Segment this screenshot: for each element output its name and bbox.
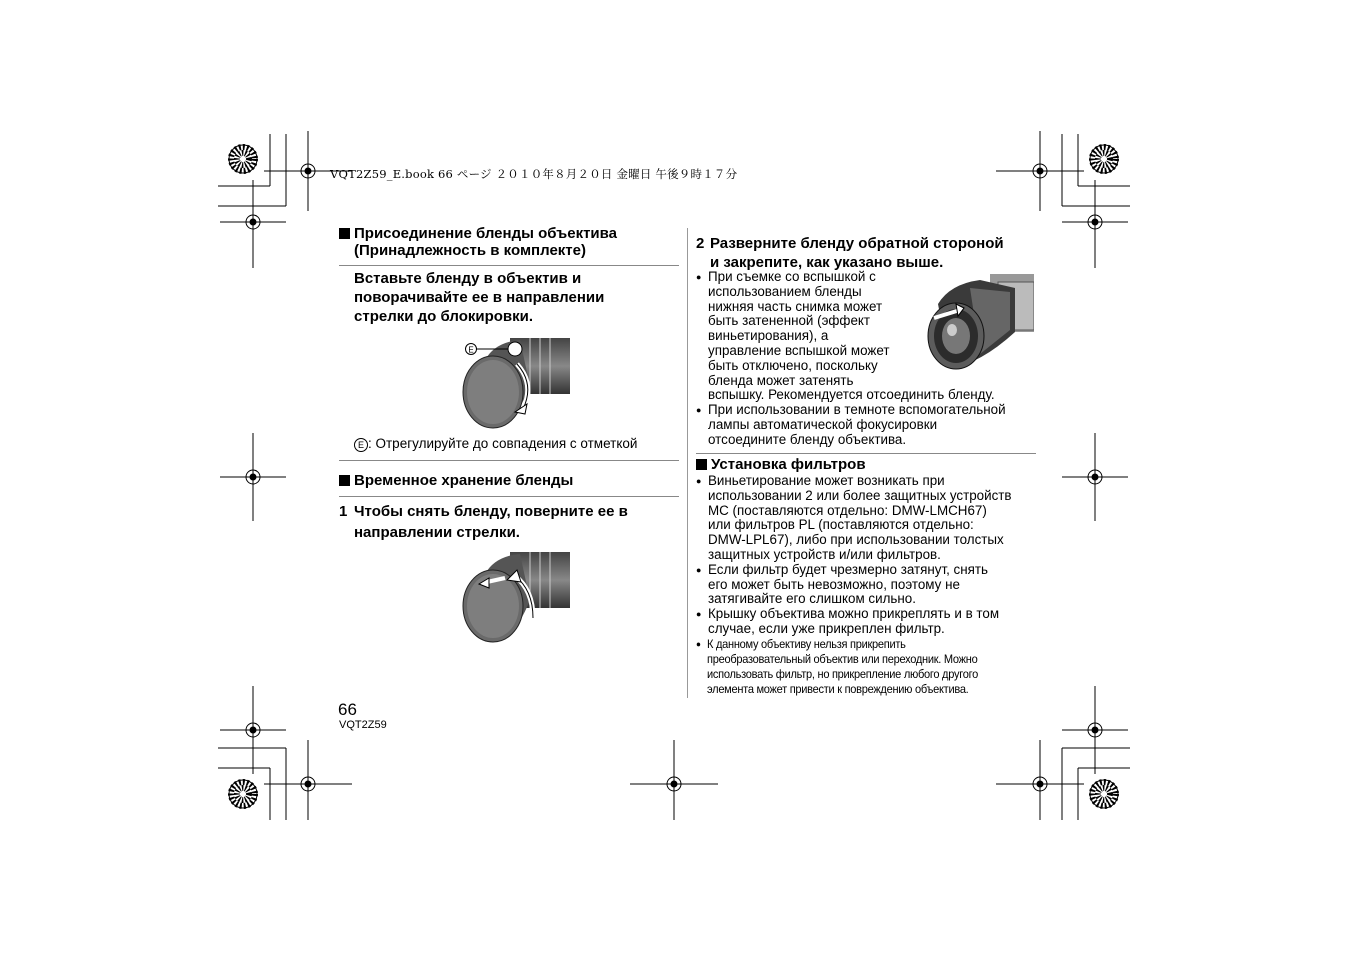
divider — [696, 453, 1036, 454]
text-line: использовании 2 или более защитных устройств — [708, 487, 1012, 503]
text-line: его может быть невозможно, поэтому не — [708, 576, 960, 592]
hood-attach-illustration — [455, 334, 575, 434]
text-line: виньетирования), а — [708, 328, 829, 344]
section-title-text: Временное хранение бленды — [354, 472, 574, 489]
filter-small-note — [696, 637, 1023, 697]
section-title-text: Установка фильтров — [711, 456, 866, 473]
step1-line1: Чтобы снять бленду, поверните ее в — [354, 503, 628, 520]
text-line: ● При съемке со вспышкой с — [708, 269, 876, 284]
instruction-line1: Вставьте бленду в объектив и — [354, 270, 582, 287]
marker-e-icon: E — [354, 438, 368, 452]
text-line: преобразовательный объектив или переходник. Можно — [707, 652, 978, 666]
section-title-hood-storage — [339, 472, 573, 489]
section-title-line2: (Принадлежность в комплекте) — [354, 242, 586, 259]
flash-note — [696, 270, 921, 388]
step1-number: 1 — [339, 503, 348, 520]
reversed-hood-illustration — [920, 274, 1034, 372]
text-line: ● Крышку объектива можно прикреплять и в том — [708, 606, 1000, 622]
text-line: отсоедините бленду объектива. — [708, 431, 907, 447]
text-line: использованием бленды — [708, 283, 862, 299]
text-line: ● Виньетирование может возникать при — [708, 473, 945, 488]
step2-line2: и закрепите, как указано выше. — [710, 254, 944, 271]
step2-line1: Разверните бленду обратной стороной — [710, 235, 1004, 252]
bullet-item — [696, 563, 1041, 607]
text-line: быть затененной (эффект — [708, 313, 871, 329]
text-line: DMW-LPL67), либо при использовании толстых — [708, 532, 1004, 548]
text-line: ● К данному объективу нельзя прикрепить — [707, 637, 906, 651]
bullet-item — [696, 403, 1041, 447]
filter-notes — [696, 474, 1041, 637]
marker-e-label: E — [468, 345, 474, 355]
text-line: нижняя часть снимка может — [708, 298, 883, 314]
flash-note-last-line: вспышку. Рекомендуется отсоединить бленду. — [708, 387, 995, 402]
divider — [339, 496, 679, 497]
text-line: ● При использовании в темноте вспомогательной — [708, 402, 1006, 417]
text-line: управление вспышкой может — [708, 342, 890, 358]
section-title-line1: Присоединение бленды объектива — [354, 225, 618, 242]
print-header: VQT2Z59_E.book 66 ページ ２０１０年８月２０日 金曜日 午後９時１７分 — [330, 167, 738, 181]
bullet-item — [696, 270, 921, 388]
section-title-hood-attach — [339, 225, 617, 242]
text-line: ● Если фильтр будет чрезмерно затянут, снять — [708, 561, 989, 577]
column-divider — [687, 228, 688, 698]
hood-remove-illustration — [455, 550, 575, 650]
text-line: бленда может затенять — [708, 372, 854, 388]
text-line: затягивайте его слишком сильно. — [708, 591, 916, 607]
text-line: быть отключено, поскольку — [708, 357, 878, 373]
text-line: или фильтров PL (поставляются отдельно: — [708, 517, 974, 533]
af-lamp-note — [696, 403, 1041, 447]
bullet-item — [696, 637, 1023, 697]
bullet-item — [696, 474, 1041, 563]
model-code: VQT2Z59 — [339, 719, 387, 731]
section-bullet-square — [339, 228, 350, 239]
section-bullet-square — [696, 459, 707, 470]
divider — [339, 265, 679, 266]
adjust-caption-text: : Отрегулируйте до совпадения с отметкой — [368, 436, 638, 451]
adjust-caption — [354, 437, 637, 452]
page-number: 66 — [338, 700, 357, 719]
text-line: элемента может привести к повреждению объектива. — [707, 682, 969, 696]
section-bullet-square — [339, 475, 350, 486]
text-line: MC (поставляются отдельно: DMW-LMCH67) — [708, 502, 987, 518]
text-line: использовать фильтр, но прикрепление любого другого — [707, 667, 978, 681]
step1-line2: направлении стрелки. — [354, 524, 520, 541]
instruction-line2: поворачивайте ее в направлении — [354, 289, 605, 306]
step2-number: 2 — [696, 235, 705, 252]
text-line: лампы автоматической фокусировки — [708, 416, 938, 432]
bullet-item — [696, 607, 1041, 637]
text-line: защитных устройств и/или фильтров. — [708, 546, 941, 562]
divider — [339, 460, 679, 461]
section-title-filters — [696, 456, 866, 473]
text-line: случае, если уже прикреплен фильтр. — [708, 620, 945, 636]
instruction-line3: стрелки до блокировки. — [354, 308, 534, 325]
